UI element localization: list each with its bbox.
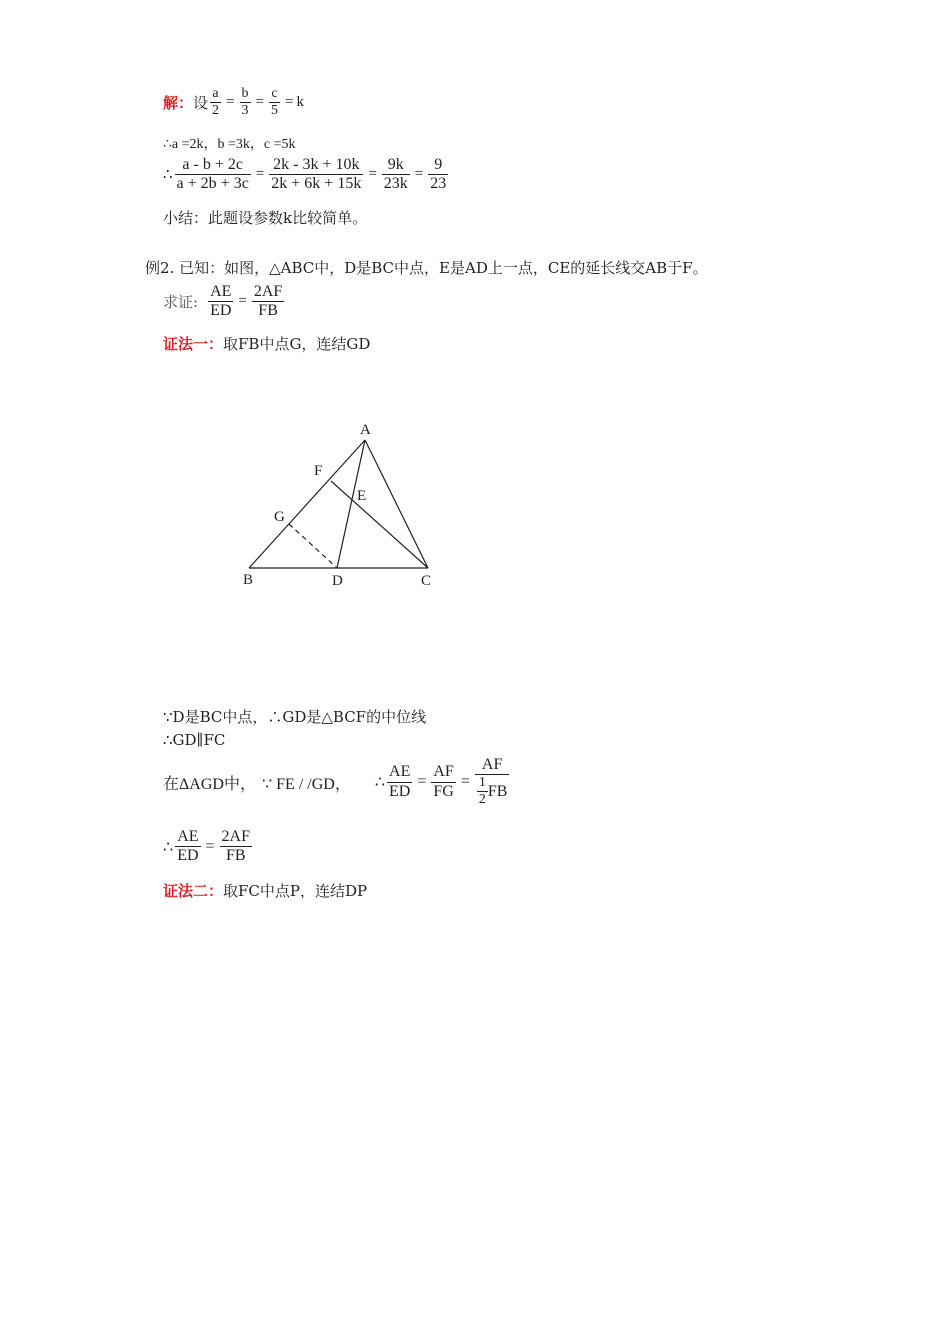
ratio-fraction: $\frac{a - b + 2c}{a + 2b + 3c}$ [176,156,249,193]
example2-problem: 例2. 已知：如图，△ABC中，D是BC中点，E是AD上一点，CE的延长线交AB于F。 [145,259,708,277]
k-value: k [296,94,304,111]
substituted-fraction: $\frac{2k - 3k + 10k}{2k + 6k + 15k}$ [271,156,362,193]
set-word: 设 [193,94,209,113]
method2-line [163,880,367,901]
fraction-af-fg: $\frac{AF}{FG}$ [433,763,454,800]
method2-label: 证法二： [163,882,224,900]
therefore-symbol: ∴ [163,167,173,184]
side-ab [249,440,365,568]
prove-lhs: $\frac{AE}{ED}$ [210,283,232,320]
simplified-fraction: $\frac{9k}{23k}$ [383,156,408,193]
conclusion-rhs: $\frac{2AF}{FB}$ [221,828,250,865]
label-c: C [421,573,432,589]
step-ratio-line: 在ΔAGD中， ∵ FE / /GD， ∴ $\frac{AE}{ED}$ = $\frac{AF}{FG}$ = AF $\frac{1}{2}$ FB [163,756,508,808]
segment-ad [337,440,365,568]
label-a: A [360,422,371,438]
prove-label: 求证: [163,293,199,312]
step-parallel: ∴GD∥FC [163,731,226,749]
conclusion-lhs: $\frac{AE}{ED}$ [177,828,199,865]
result-fraction: $\frac{9}{23}$ [430,156,447,193]
in-triangle-agd: 在ΔAGD中， [163,775,256,793]
label-b: B [243,572,254,588]
fraction-a-2: $\frac{a}{2}$ [212,86,220,119]
fraction-ae-ed: $\frac{AE}{ED}$ [389,763,411,800]
fraction-b-3: $\frac{b}{3}$ [241,86,249,119]
dashed-segment-gd [289,524,337,568]
method1-text: 取FB中点G，连结GD [223,335,371,353]
label-d: D [332,573,343,589]
method1-label: 证法一： [163,335,224,353]
label-g: G [274,509,285,525]
segment-fc [331,481,428,568]
fraction-c-5: $\frac{c}{5}$ [270,86,278,119]
label-f: F [314,463,323,479]
conclusion-line: ∴ $\frac{AE}{ED}$ = $\frac{2AF}{FB}$ [163,828,250,865]
therefore-symbol-conclusion: ∴ [163,838,174,856]
side-ac [365,440,428,568]
summary-text: 小结：此题设参数k比较简单。 [163,209,368,227]
prove-rhs: $\frac{2AF}{FB}$ [253,283,283,320]
fraction-af-half-fb: AF $\frac{1}{2}$ FB [475,756,510,809]
step-midline: ∵D是BC中点，∴GD是△BCF的中位线 [163,708,427,726]
because-fe-parallel-gd: ∵ FE / /GD， [261,775,351,793]
prove-statement: 求证: $\frac{AE}{ED}$ = $\frac{2AF}{FB}$ [163,283,283,320]
ratio-computation: ∴ $\frac{a - b + 2c}{a + 2b + 3c}$ = $\frac{2k - 3k + 10k}{2k + 6k + 15k}$ = $\frac{9k}{23k}$ = $\frac{9}{23}$ [163,156,447,193]
label-e: E [357,488,367,504]
abc-values-line: ∴a =2k，b =3k，c =5k [163,137,296,152]
therefore-symbol-step3: ∴ [374,774,386,792]
solution-label: 解： [163,94,194,113]
method2-text: 取FC中点P，连结DP [223,882,368,900]
setup-line: 解： 设 $\frac{a}{2}$ = $\frac{b}{3}$ = $\frac{c}{5}$ = k [163,86,304,119]
